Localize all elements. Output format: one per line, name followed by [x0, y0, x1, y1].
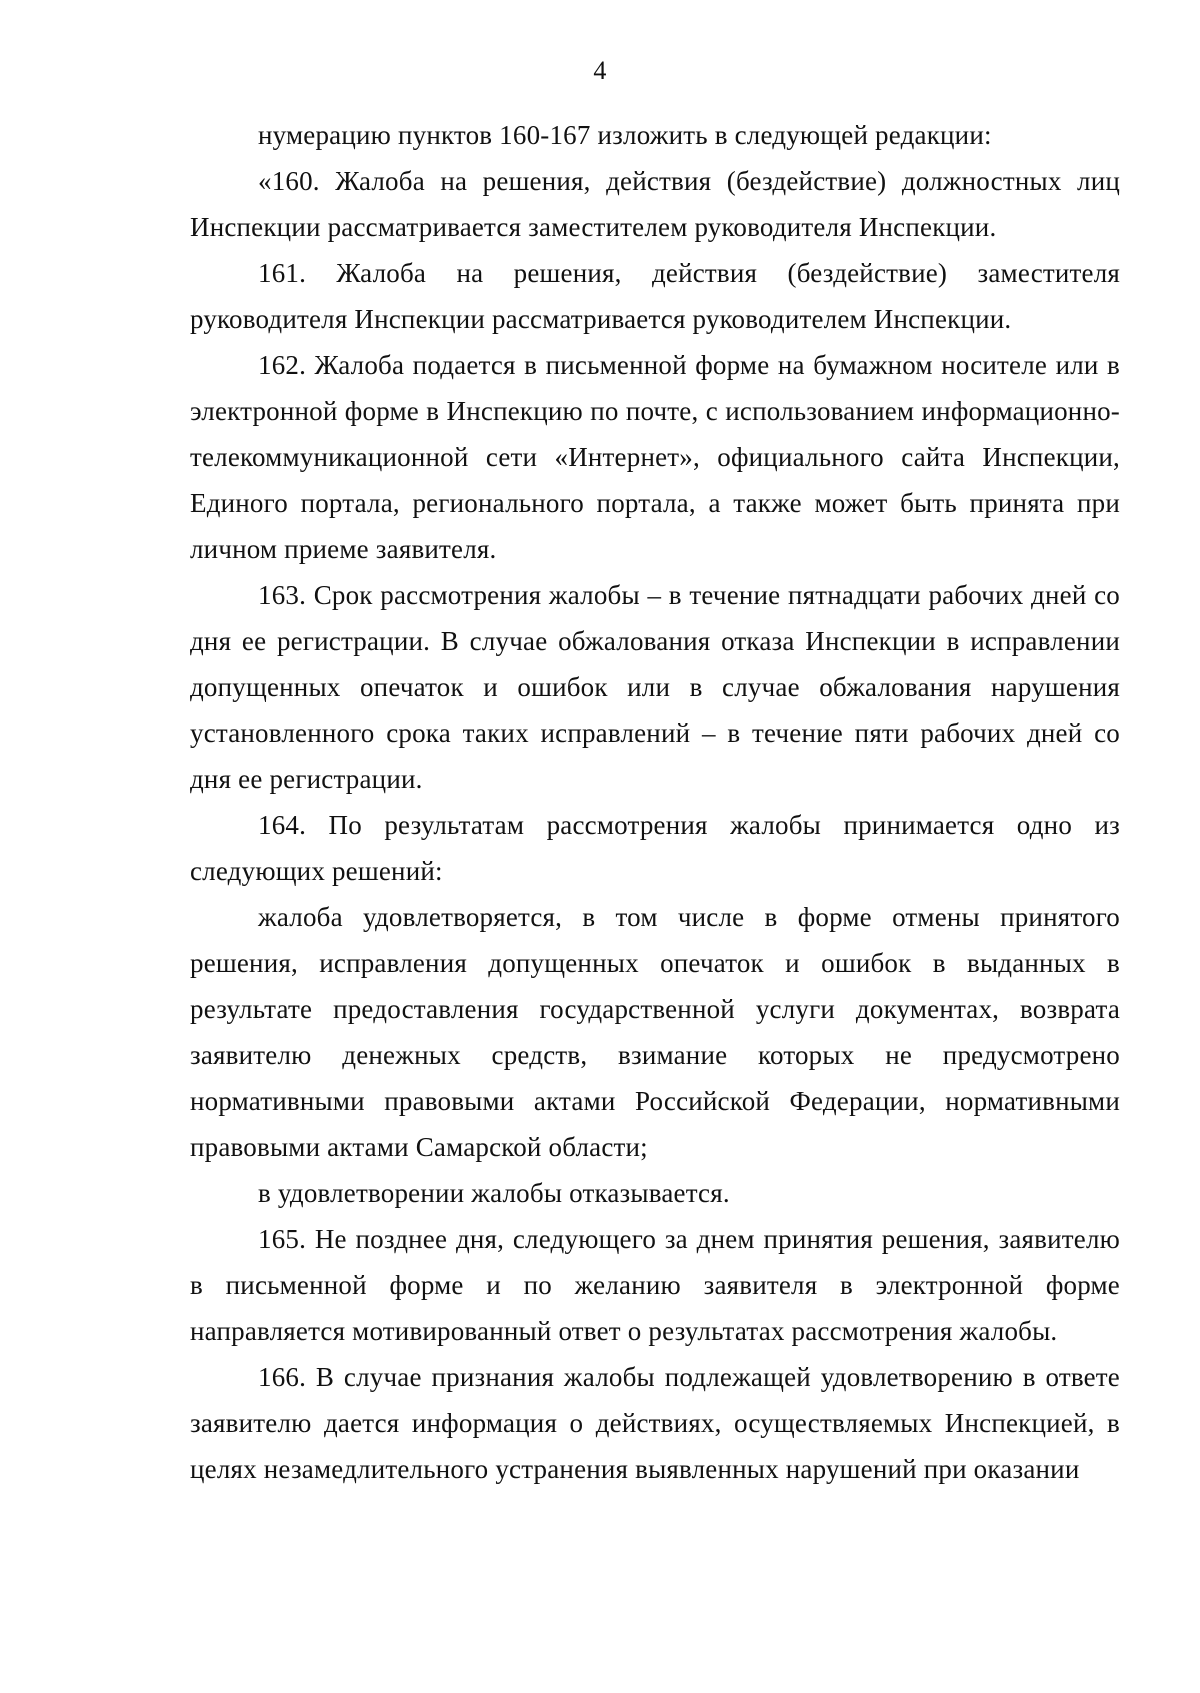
paragraph-160: «160. Жалоба на решения, действия (бездействие) должностных лиц Инспекции рассматривается заместителем руководителя Инспекции. — [190, 166, 1120, 242]
paragraph-161: 161. Жалоба на решения, действия (бездействие) заместителя руководителя Инспекции рассматривается руководителем Инспекции. — [190, 258, 1120, 334]
document-body — [190, 112, 1120, 1492]
paragraph-intro: нумерацию пунктов 160-167 изложить в следующей редакции: — [258, 120, 992, 150]
paragraph-164-option-1: жалоба удовлетворяется, в том числе в форме отмены принятого решения, исправления допущенных опечаток и ошибок в выданных в результате предоставления государственной услуги документах, возврата заявителю денежных средств, взимание которых не предусмотрено нормативными правовыми актами Российской Федерации, нормативными правовыми актами Самарской области; — [190, 902, 1120, 1162]
paragraph-163: 163. Срок рассмотрения жалобы – в течение пятнадцати рабочих дней со дня ее регистрации. В случае обжалования отказа Инспекции в исправлении допущенных опечаток и ошибок или в случае обжалования нарушения установленного срока таких исправлений – в течение пяти рабочих дней со дня ее регистрации. — [190, 580, 1120, 794]
paragraph-164: 164. По результатам рассмотрения жалобы принимается одно из следующих решений: — [190, 810, 1120, 886]
page-number: 4 — [593, 56, 607, 85]
paragraph-162: 162. Жалоба подается в письменной форме на бумажном носителе или в электронной форме в Инспекцию по почте, с использованием информационно-телекоммуникационной сети «Интернет», официального сайта Инспекции, Единого портала, регионального портала, а также может быть принята при личном приеме заявителя. — [190, 350, 1120, 564]
paragraph-166: 166. В случае признания жалобы подлежащей удовлетворению в ответе заявителю дается информация о действиях, осуществляемых Инспекцией, в целях незамедлительного устранения выявленных нарушений при оказании — [190, 1362, 1120, 1484]
paragraph-165: 165. Не позднее дня, следующего за днем принятия решения, заявителю в письменной форме и по желанию заявителя в электронной форме направляется мотивированный ответ о результатах рассмотрения жалобы. — [190, 1224, 1120, 1346]
paragraph-164-option-2: в удовлетворении жалобы отказывается. — [258, 1178, 730, 1208]
